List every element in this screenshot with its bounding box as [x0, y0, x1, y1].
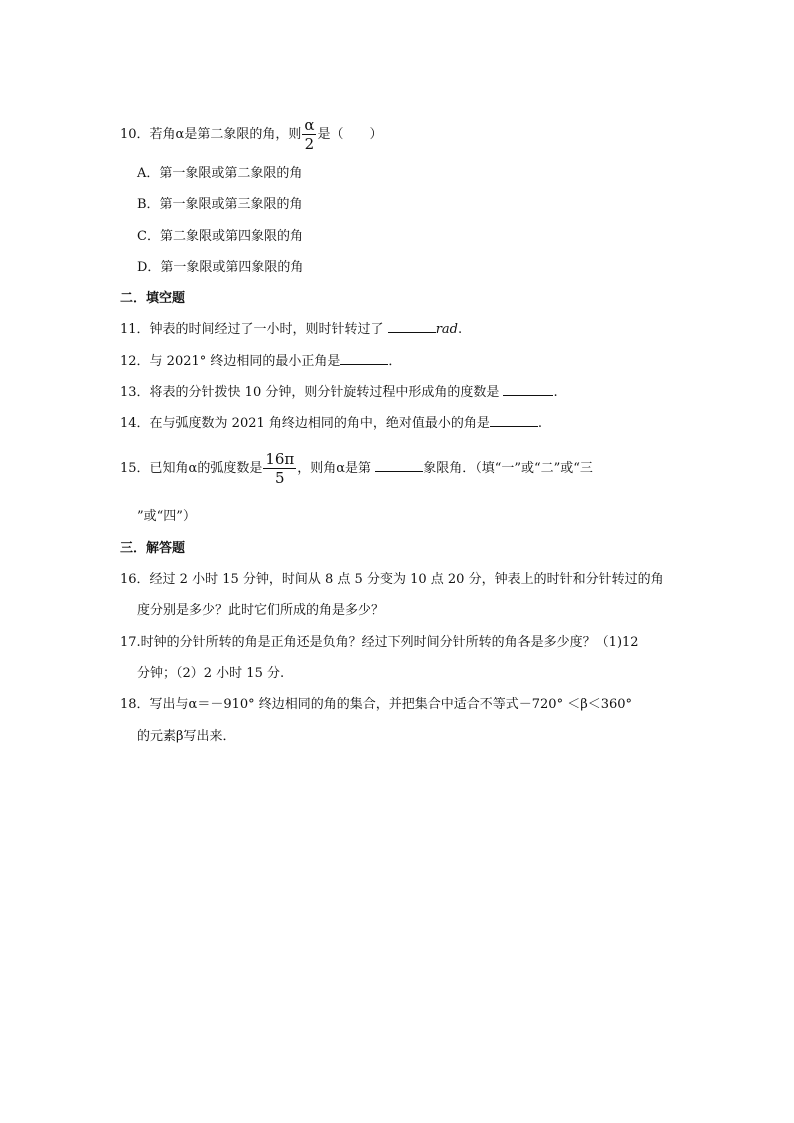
- q15-fraction-numerator: 16π: [265, 450, 295, 468]
- question-16-line2: 度分别是多少？此时它们所成的角是多少？: [137, 603, 385, 618]
- q11-text-post: .: [457, 322, 463, 337]
- q10-fraction: [302, 116, 316, 153]
- question-15: [120, 450, 593, 487]
- section-heading-fill-in: 二．填空题: [120, 291, 186, 306]
- question-17-line1: 17.时钟的分针所转的角是正角还是负角？经过下列时间分针所转的角各是多少度？（1)12: [120, 635, 639, 650]
- answer-blank: [388, 320, 436, 333]
- q13-text-post: .: [553, 385, 558, 400]
- q10-fraction-numerator: α: [304, 116, 315, 134]
- q11-unit: rad: [435, 322, 458, 337]
- q14-text-pre: 14．在与弧度数为 2021 角终边相同的角中，绝对值最小的角是: [120, 416, 490, 431]
- q10-text-pre: 10．若角α是第二象限的角，则: [120, 127, 302, 142]
- q15-text-post: 象限角．（填“一”或“二”或“三: [423, 461, 593, 476]
- question-17-line2: 分钟；（2）2 小时 15 分.: [137, 666, 285, 681]
- question-18-line2: 的元素β写出来．: [137, 729, 236, 744]
- q10-option-d: D．第一象限或第四象限的角: [137, 260, 304, 275]
- q15-text-pre: 15．已知角α的弧度数是: [120, 461, 263, 476]
- q10-text-post: 是（ ）: [317, 127, 383, 142]
- q12-text-post: ．: [388, 354, 402, 369]
- answer-blank: [375, 459, 423, 472]
- q15-fraction: [263, 450, 296, 487]
- answer-blank: [503, 383, 553, 396]
- q11-text-pre: 11．钟表的时间经过了一小时，则时针转过了: [120, 322, 388, 337]
- q12-text-pre: 12．与 2021° 终边相同的最小正角是: [120, 354, 341, 369]
- q15-text-mid: ，则角α是第: [297, 461, 376, 476]
- section-heading-solutions: 三．解答题: [120, 541, 186, 556]
- q15-fraction-denominator: 5: [275, 469, 285, 487]
- q10-fraction-denominator: 2: [304, 135, 315, 153]
- q10-option-a: A．第一象限或第二象限的角: [137, 166, 303, 181]
- q10-option-c: C．第二象限或第四象限的角: [137, 229, 303, 244]
- question-13: [120, 383, 558, 403]
- answer-blank: [340, 352, 388, 365]
- q10-option-b: B．第一象限或第三象限的角: [137, 197, 303, 212]
- question-10: [120, 116, 382, 153]
- question-16-line1: 16．经过 2 小时 15 分钟，时间从 8 点 5 分变为 10 点 20 分，钟表上的时针和分针转过的角: [120, 572, 664, 587]
- q15-line2: ”或“四”）: [137, 509, 196, 524]
- question-18-line1: 18．写出与α＝－910° 终边相同的角的集合，并把集合中适合不等式－720° ＜β＜360°: [120, 697, 633, 712]
- question-12: [120, 352, 401, 372]
- q13-text-pre: 13．将表的分针拨快 10 分钟，则分针旋转过程中形成角的度数是: [120, 385, 504, 400]
- question-14: [120, 414, 542, 434]
- q14-text-post: .: [537, 416, 543, 431]
- question-11: [120, 320, 462, 340]
- answer-blank: [490, 414, 538, 427]
